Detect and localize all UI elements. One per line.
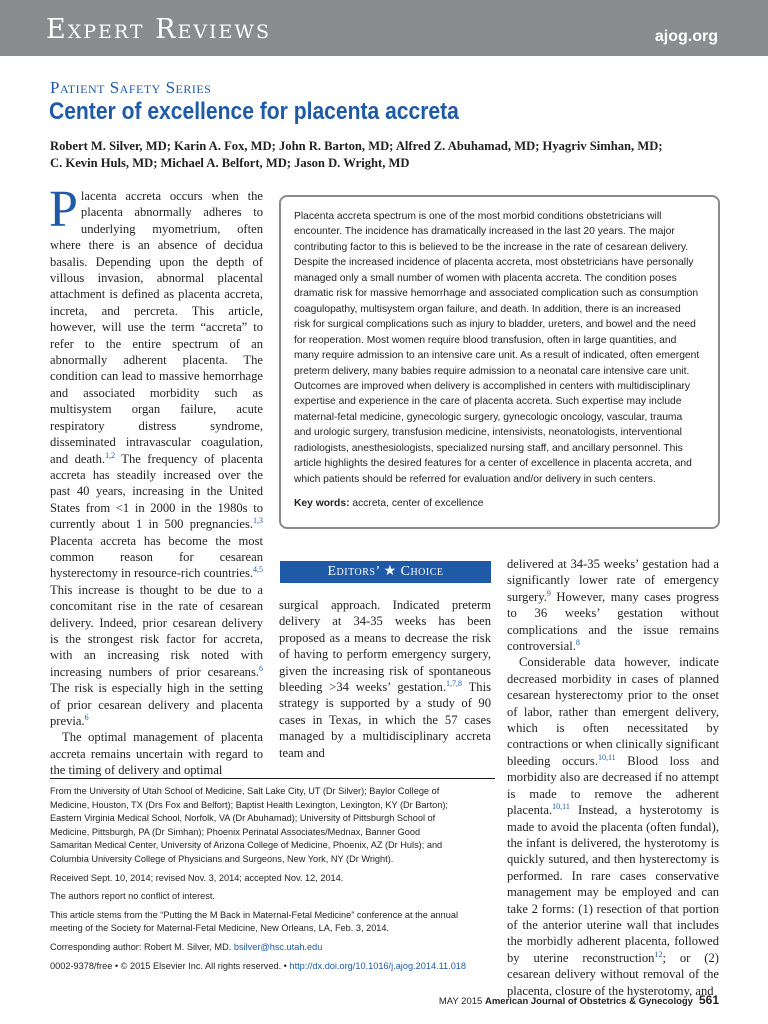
- conflict-statement: The authors report no conflict of interest.: [50, 891, 215, 902]
- body-column-3: [507, 556, 719, 999]
- body-paragraph: surgical approach. Indicated preterm delivery at 34-35 weeks has been proposed as a means to decrease the risk of having to perform emergency surgery, given the increasing risk of spontaneous bleeding >34 weeks’ gestation.$^{1,7,8}$ This strategy is supported by a study of 90 cases in Texas, in which the 57 cases managed by a multidisciplinary accreta team and: [279, 598, 492, 760]
- reference-link[interactable]: 9: [546, 588, 551, 598]
- conference-note: This article stems from the “Putting the M Back in Maternal-Fetal Medicine” conference at the annual meeting of the Society for Maternal-Fetal Medicine, New Orleans, LA, Feb. 3, 2014.: [50, 909, 459, 934]
- body-paragraph: Considerable data however, indicate decreased morbidity in cases of planned cesarean hysterectomy prior to the onset of labor, rather than emergent delivery, which is often necessitated by contractions or when clinically significant bleeding occurs.$^{10,11}$ Blood loss and morbidity also are decreased if no attempt is made to remove the adherent placenta.$^{10,11}$ Instead, a hysterotomy is made to avoid the placenta (often fundal), the infant is delivered, the hysterotomy is quickly sutured, and then hysterectomy is performed. In rare cases conservative management may be employed and can take 2 forms: (1) resection of that portion of the anterior uterine wall that includes the morbidly adherent placenta, followed by uterine reconstruction$^{12}$; or (2) cesarean delivery without removal of the placenta, closure of the hysterotomy, and: [507, 655, 719, 998]
- received-dates: Received Sept. 10, 2014; revised Nov. 3, 2014; accepted Nov. 12, 2014.: [50, 872, 344, 883]
- body-paragraph: The optimal management of placenta accreta remains uncertain with regard to the timing of delivery and optimal: [50, 730, 263, 778]
- section-title: Expert Reviews: [46, 14, 271, 45]
- affiliations: From the University of Utah School of Medicine, Salt Lake City, UT (Dr Silver); Baylor College of Medicine, Houston, TX (Drs Fox and Belfort); Baptist Health Lexington, Lexington, KY (Dr Barton); Eastern Virginia Medical School, Norfolk, VA (Dr Abuhamad); University of Pittsburgh School of Medicine, Pittsburgh, PA (Dr Simhan); Phoenix Perinatal Associates/Mednax, Banner Good Samaritan Medical Center, University of Arizona College of Medicine, Phoenix, AZ (Dr Huls); and Columbia University College of Physicians and Surgeons, New York, NY (Dr Wright).: [50, 786, 448, 864]
- reference-link[interactable]: 1,7,8: [445, 678, 462, 688]
- email-link[interactable]: bsilver@hsc.utah.edu: [233, 941, 323, 952]
- reference-link[interactable]: 8: [575, 637, 580, 647]
- reference-link[interactable]: 10,11: [552, 801, 570, 811]
- reference-link[interactable]: 1,2: [105, 450, 116, 460]
- body-column-1: [49, 181, 263, 779]
- page-number: 561: [698, 993, 719, 1007]
- header-bar: [0, 0, 768, 56]
- doi-link[interactable]: http://dx.doi.org/10.1016/j.ajog.2014.11.018: [289, 960, 467, 971]
- copyright-line: 0002-9378/free • © 2015 Elsevier Inc. All rights reserved. • http://dx.doi.org/10.1016/j.ajog.2014.11.018: [50, 960, 467, 971]
- reference-link[interactable]: 10,11: [597, 752, 616, 762]
- footnotes: [50, 778, 495, 978]
- reference-link[interactable]: 6: [259, 663, 263, 673]
- author-line: Robert M. Silver, MD; Karin A. Fox, MD; John R. Barton, MD; Alfred Z. Abuhamad, MD; Hyagriv Simhan, MD;: [50, 139, 663, 153]
- drop-cap: P: [49, 181, 78, 238]
- reference-link[interactable]: 4,5: [253, 565, 263, 575]
- editors-choice-banner: Editors’ ★ Choice: [280, 561, 491, 583]
- body-column-2: [279, 597, 491, 761]
- corresponding-author: Corresponding author: Robert M. Silver, MD. bsilver@hsc.utah.edu: [50, 941, 323, 952]
- series-label: Patient Safety Series: [50, 78, 212, 97]
- abstract-box: [279, 195, 720, 529]
- issue-date: MAY 2015: [438, 996, 485, 1007]
- abstract-text: Placenta accreta spectrum is one of the most morbid conditions obstetricians will encounter. The incidence has dramatically increased in the last 20 years. The major contributing factor to this is believed to be the increase in the rate of cesarean delivery. Despite the increased incidence of placenta accreta, most obstetricians have personally managed only a small number of women with placenta accreta. The condition poses dramatic risk for massive hemorrhage and associated complication such as consumption coagulopathy, multisystem organ failure, and death. In addition, there is an increased risk for surgical complications such as injury to bladder, ureters, and bowel and the need for reoperation. Most women require blood transfusion, often in large quantities, and many require admission to an intensive care unit. As a result of indicated, often emergent preterm delivery, many babies require admission to a neonatal care intensive care unit. Outcomes are improved when delivery is accomplished in centers with multidisciplinary expertise and experience in the care of placenta accreta. Such expertise may include maternal-fetal medicine, gynecologic surgery, gynecologic oncology, vascular, trauma and urologic surgery, transfusion medicine, intensivists, neonatologists, interventional radiologists, anesthesiologists, specialized nursing staff, and ancillary personnel. This article highlights the desired features for a center of excellence in placenta accreta, and which patients should be referred for evaluation and/or delivery in such centers.: [294, 211, 700, 485]
- article-title: Center of excellence for placenta accreta: [49, 98, 459, 125]
- reference-link[interactable]: 1,3: [253, 515, 263, 525]
- reference-link[interactable]: 6: [84, 712, 89, 722]
- author-list: [50, 138, 730, 172]
- keywords-value: accreta, center of excellence: [349, 498, 484, 510]
- journal-site-link[interactable]: ajog.org: [654, 28, 718, 45]
- keywords: [294, 496, 706, 511]
- page-footer: [439, 993, 719, 1007]
- author-line: C. Kevin Huls, MD; Michael A. Belfort, MD; Jason D. Wright, MD: [50, 156, 410, 170]
- body-paragraph: delivered at 34-35 weeks’ gestation had a significantly lower rate of emergency surgery.$^9$ However, many cases progress to 36 weeks’ gestation without complications and the issue remains controversial.$^8$: [507, 557, 719, 654]
- reference-link[interactable]: 12: [654, 949, 663, 959]
- journal-name: American Journal of Obstetrics & Gynecology: [484, 996, 693, 1007]
- body-paragraph: Placenta accreta occurs when the placenta abnormally adheres to underlying myometrium, often where there is an absence of decidua basalis. Depending upon the depth of villous invasion, abnormal placental attachment is defined as placenta accreta, increta, and percreta. This article, however, will use the term “accreta” to refer to the entire spectrum of an abnormally adherent placenta. The condition can lead to massive hemorrhage and associated morbidity such as multisystem organ failure, acute respiratory distress syndrome, disseminated intravascular coagulation, and death.$^{1,2}$ The frequency of placenta accreta has steadily increased over the past 40 years, increasing in the United States from <1 in 2000 in the 1980s to currently about 1 in 500 pregnancies.$^{1,3}$ Placenta accreta has become the most common reason for cesarean hysterectomy in resource-rich countries.$^{4,5}$ This increase is thought to be due to a concomitant rise in the rate of cesarean delivery. Indeed, prior cesarean delivery is the strongest risk factor for accreta, with an increasing risk noted with increasing numbers of prior cesareans.$^6$ The risk is especially high in the setting of prior cesarean delivery and placenta previa.$^6$: [49, 181, 263, 728]
- keywords-label: Key words:: [294, 498, 350, 510]
